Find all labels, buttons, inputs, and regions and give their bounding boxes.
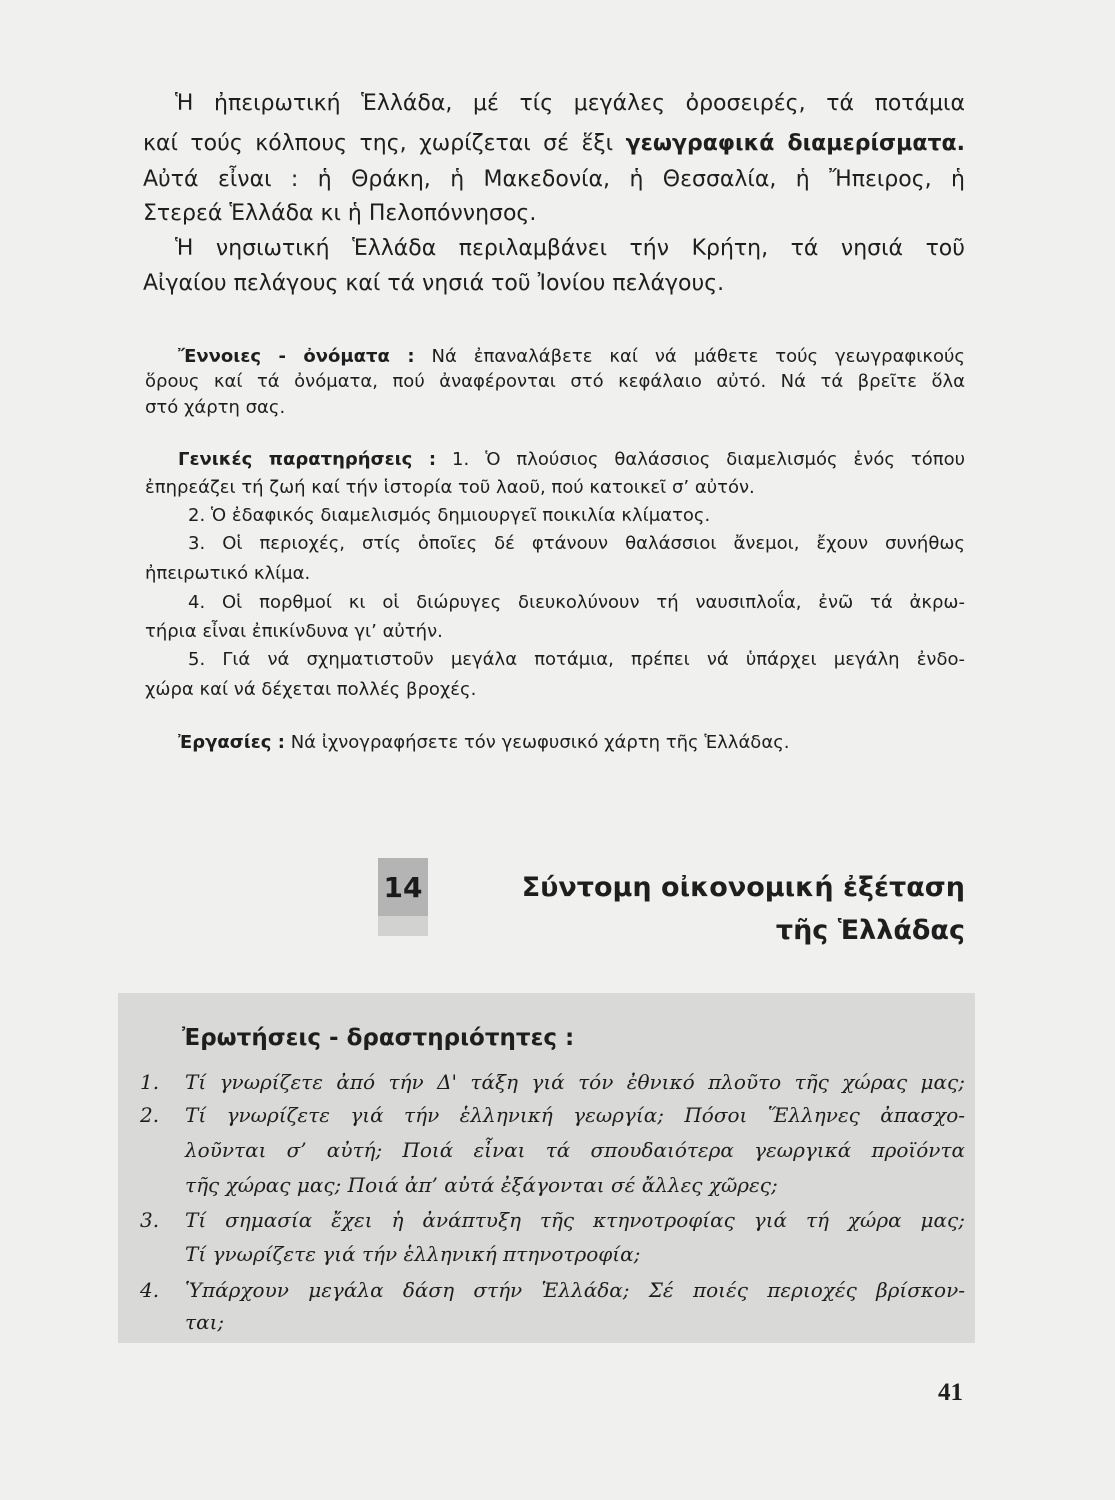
- question-line: Τί γνωρίζετε γιά τήν ἑλληνική γεωργία; Πόσοι Ἕλληνες ἀπασχο-: [185, 1103, 965, 1127]
- remarks-line: ἠπειρωτικό κλίμα.: [145, 563, 311, 584]
- page-number: 41: [938, 1379, 963, 1406]
- chapter-title: Σύντομη οἰκονομική ἐξέταση: [521, 872, 965, 903]
- intro-line-text: καί τούς κόλπους της, χωρίζεται σέ ἕξι: [143, 131, 614, 156]
- terms-label: Ἔννοιες - ὀνόματα :: [178, 346, 415, 367]
- terms-line: ὅρους καί τά ὀνόματα, πού ἀναφέρονται στό κεφάλαιο αὐτό. Νά τά βρεῖτε ὅλα: [145, 371, 965, 392]
- question-number: 4.: [140, 1278, 160, 1302]
- chapter-badge-tab: [378, 916, 428, 936]
- remarks-line: τήρια εἶναι ἐπικίνδυνα γι’ αὐτήν.: [145, 621, 443, 642]
- remarks-text: 1. Ὁ πλούσιος θαλάσσιος διαμελισμός ἑνός τόπου: [452, 449, 965, 470]
- remarks-line: 5. Γιά νά σχηματιστοῦν μεγάλα ποτάμια, πρέπει νά ὑπάρχει μεγάλη ἐνδο-: [188, 649, 965, 670]
- question-line: ται;: [185, 1310, 225, 1334]
- question-line: τῆς χώρας μας; Ποιά ἀπ’ αὐτά ἐξάγονται σέ ἄλλες χῶρες;: [185, 1173, 778, 1197]
- chapter-title-continued: τῆς Ἑλλάδας: [775, 915, 965, 946]
- remarks-line: [178, 448, 965, 472]
- remarks-line: ἐπηρεάζει τή ζωή καί τήν ἱστορία τοῦ λαοῦ, πού κατοικεῖ σ’ αὐτόν.: [145, 477, 755, 498]
- terms-text: Νά ἐπαναλάβετε καί νά μάθετε τούς γεωγραφικούς: [431, 346, 965, 367]
- remarks-line: χώρα καί νά δέχεται πολλές βροχές.: [145, 679, 477, 700]
- chapter-number-badge: [378, 858, 428, 916]
- question-line: Τί σημασία ἔχει ἡ ἀνάπτυξη τῆς κτηνοτροφίας γιά τή χώρα μας;: [185, 1208, 965, 1232]
- intro-emphasis: γεωγραφικά διαμερίσματα.: [625, 131, 965, 156]
- question-line: Ὑπάρχουν μεγάλα δάση στήν Ἑλλάδα; Σέ ποιές περιοχές βρίσκον-: [185, 1278, 965, 1302]
- terms-line: στό χάρτη σας.: [145, 397, 286, 418]
- question-line: Τί γνωρίζετε γιά τήν ἑλληνική πτηνοτροφία;: [185, 1242, 641, 1266]
- remarks-line: 2. Ὁ ἐδαφικός διαμελισμός δημιουργεῖ ποικιλία κλίματος.: [188, 505, 711, 526]
- intro-line: [143, 129, 965, 159]
- question-number: 1.: [140, 1070, 160, 1094]
- questions-heading: Ἐρωτήσεις - δραστηριότητες :: [182, 1025, 575, 1051]
- remarks-line: 4. Οἱ πορθμοί κι οἱ διώρυγες διευκολύνουν τή ναυσιπλοΐα, ἐνῶ τά ἀκρω-: [188, 592, 965, 613]
- question-line: Τί γνωρίζετε ἀπό τήν Δ' τάξη γιά τόν ἐθνικό πλοῦτο τῆς χώρας μας;: [185, 1070, 965, 1094]
- remarks-label: Γενικές παρατηρήσεις :: [178, 449, 437, 470]
- intro-line: Αἰγαίου πελάγους καί τά νησιά τοῦ Ἰονίου πελάγους.: [143, 271, 725, 296]
- exercises-label: Ἐργασίες :: [178, 732, 285, 753]
- question-line: λοῦνται σ’ αὐτή; Ποιά εἶναι τά σπουδαιότερα γεωργικά προϊόντα: [185, 1138, 965, 1162]
- remarks-line: 3. Οἱ περιοχές, στίς ὁποῖες δέ φτάνουν θαλάσσιοι ἄνεμοι, ἔχουν συνήθως: [188, 533, 965, 554]
- intro-line: Στερεά Ἑλλάδα κι ἡ Πελοπόννησος.: [143, 201, 537, 226]
- exercises-line: [178, 731, 965, 755]
- question-number: 3.: [140, 1208, 160, 1232]
- intro-line: Ἡ ἠπειρωτική Ἑλλάδα, μέ τίς μεγάλες ὀροσειρές, τά ποτάμια: [175, 91, 965, 116]
- terms-line: [178, 345, 965, 369]
- chapter-number: 14: [383, 870, 423, 904]
- intro-line: Αὐτά εἶναι : ἡ Θράκη, ἡ Μακεδονία, ἡ Θεσσαλία, ἡ Ἤπειρος, ἡ: [143, 167, 965, 192]
- exercises-text: Νά ἰχνογραφήσετε τόν γεωφυσικό χάρτη τῆς Ἑλλάδας.: [290, 732, 790, 753]
- intro-line: Ἡ νησιωτική Ἑλλάδα περιλαμβάνει τήν Κρήτη, τά νησιά τοῦ: [175, 236, 965, 261]
- question-number: 2.: [140, 1103, 160, 1127]
